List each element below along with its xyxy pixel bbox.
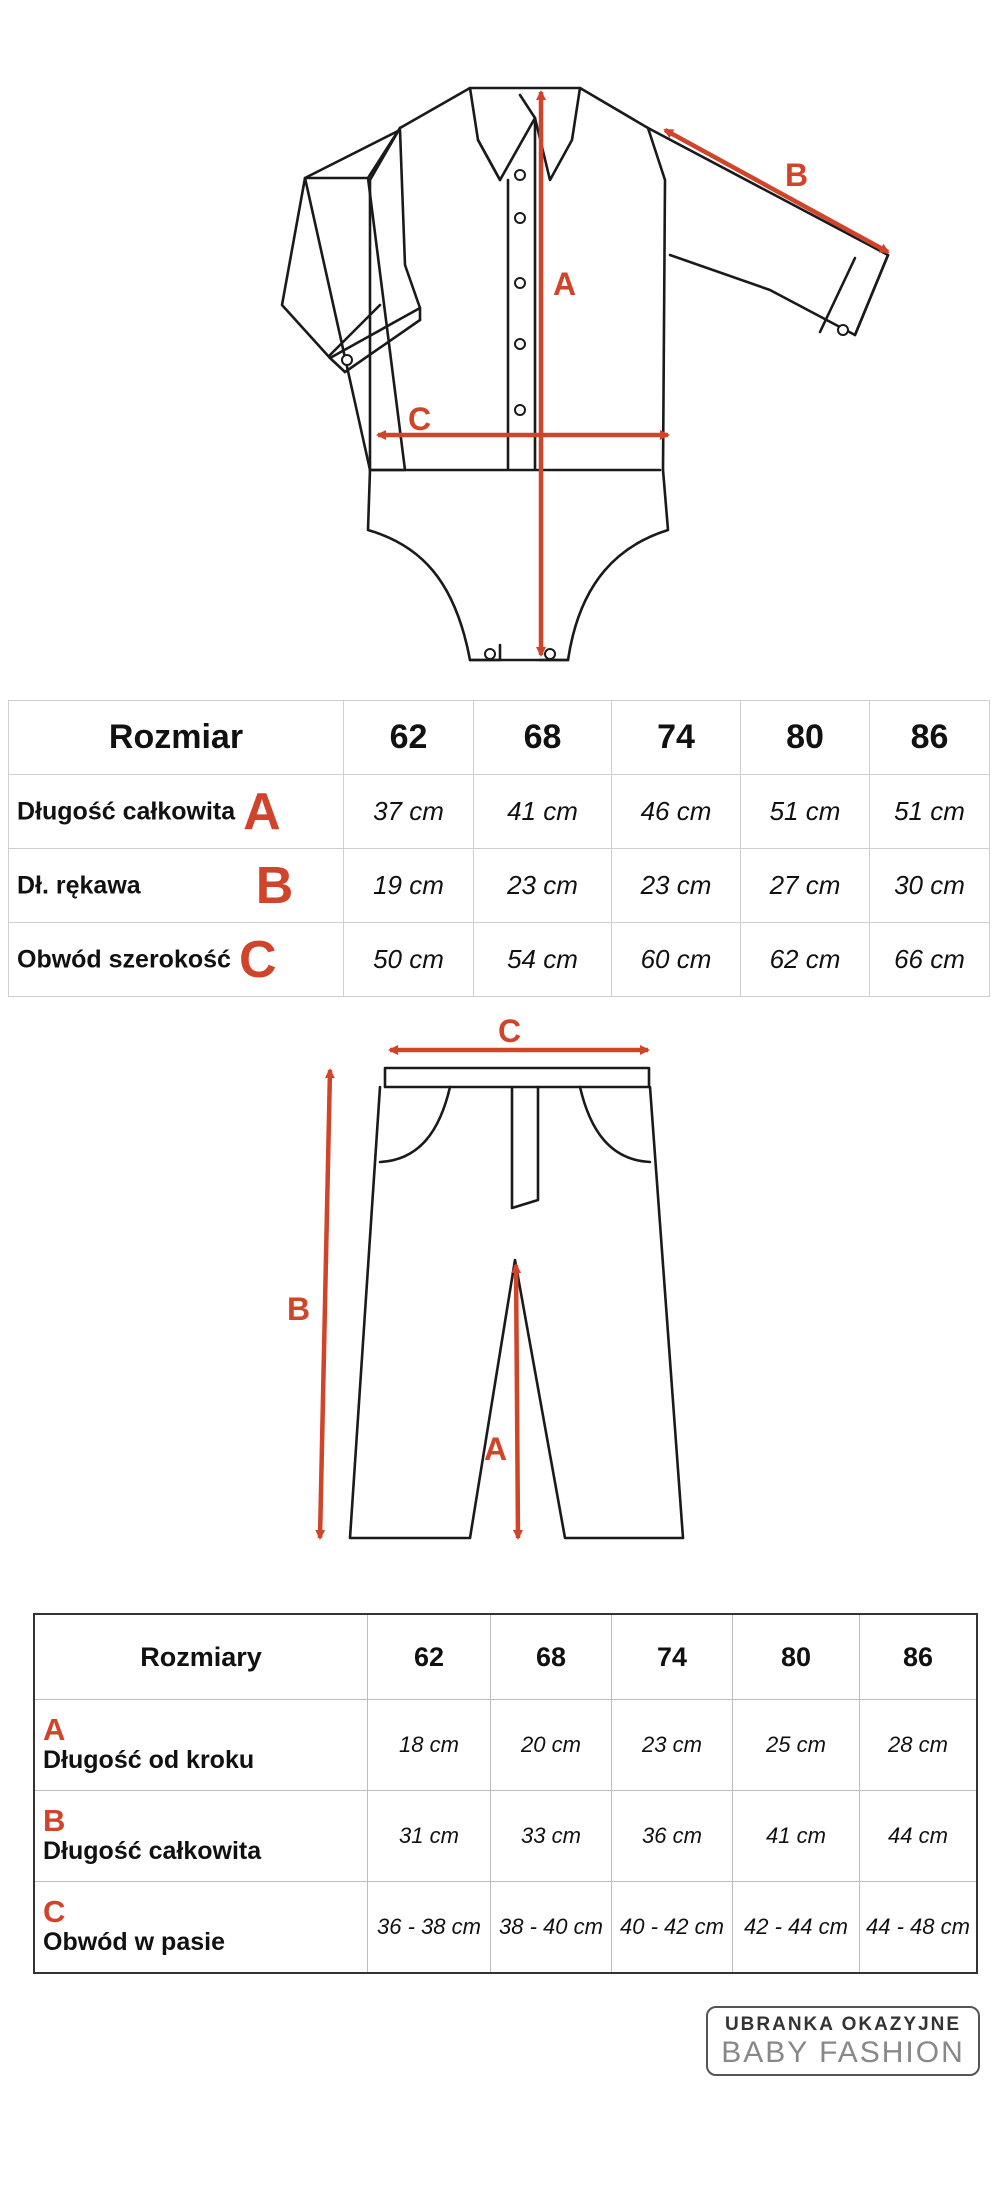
table-row (34, 1791, 977, 1882)
table-cell: 37 cm (344, 775, 474, 849)
table-row (34, 1882, 977, 1974)
table-cell: 51 cm (870, 775, 990, 849)
row-label (34, 1882, 368, 1974)
row-letter: C (43, 1894, 66, 1929)
header-80: 80 (733, 1614, 860, 1700)
table-cell: 23 cm (612, 1700, 733, 1791)
table-cell: 27 cm (741, 849, 870, 923)
table-cell: 62 cm (741, 923, 870, 997)
logo-line1: UBRANKA OKAZYJNE (724, 2014, 962, 2035)
table-cell: 44 - 48 cm (860, 1882, 978, 1974)
row-label-text: Dł. rękawa (17, 871, 141, 899)
table-cell: 28 cm (860, 1700, 978, 1791)
table-cell: 36 - 38 cm (368, 1882, 491, 1974)
header-sizes: Rozmiary (34, 1614, 368, 1700)
table-cell: 42 - 44 cm (733, 1882, 860, 1974)
header-86: 86 (860, 1614, 978, 1700)
table-cell: 38 - 40 cm (491, 1882, 612, 1974)
table-cell: 41 cm (474, 775, 612, 849)
bodysuit-dim-a-label: A (553, 266, 577, 302)
table-cell: 20 cm (491, 1700, 612, 1791)
table-cell: 30 cm (870, 849, 990, 923)
table-cell: 19 cm (344, 849, 474, 923)
row-label-text: Obwód szerokość (17, 945, 231, 973)
table-cell: 66 cm (870, 923, 990, 997)
pants-diagram (0, 1000, 998, 1600)
bodysuit-dim-b-label: B (785, 157, 809, 193)
header-86: 86 (870, 701, 990, 775)
bodysuit-diagram (0, 0, 998, 700)
header-74: 74 (612, 1614, 733, 1700)
header-size: Rozmiar (9, 701, 344, 775)
table-cell: 23 cm (474, 849, 612, 923)
table-header-row (9, 701, 990, 775)
table-cell: 31 cm (368, 1791, 491, 1882)
table-header-row (34, 1614, 977, 1700)
table-cell: 60 cm (612, 923, 741, 997)
table-cell: 40 - 42 cm (612, 1882, 733, 1974)
row-letter: B (43, 1803, 66, 1838)
table-cell: 36 cm (612, 1791, 733, 1882)
row-label (9, 849, 344, 923)
row-letter: A (43, 1712, 66, 1747)
table-cell: 51 cm (741, 775, 870, 849)
table-cell: 41 cm (733, 1791, 860, 1882)
table-cell: 54 cm (474, 923, 612, 997)
header-62: 62 (344, 701, 474, 775)
table-row (9, 775, 990, 849)
bodysuit-dim-c-label: C (408, 401, 432, 437)
header-68: 68 (474, 701, 612, 775)
pants-dim-b-label: B (287, 1291, 311, 1327)
row-letter: A (243, 782, 281, 841)
table-row (34, 1700, 977, 1791)
header-80: 80 (741, 701, 870, 775)
table-cell: 33 cm (491, 1791, 612, 1882)
table-row (9, 923, 990, 997)
header-74: 74 (612, 701, 741, 775)
table-row (9, 849, 990, 923)
table-cell: 50 cm (344, 923, 474, 997)
header-68: 68 (491, 1614, 612, 1700)
logo-line2: BABY FASHION (721, 2036, 965, 2069)
table-cell: 46 cm (612, 775, 741, 849)
row-label-text: Obwód w pasie (43, 1928, 225, 1956)
pants-dim-c-label: C (498, 1013, 522, 1049)
bodysuit-size-table (8, 700, 990, 997)
row-label-text: Długość całkowita (17, 797, 236, 825)
row-label (9, 775, 344, 849)
pants-dim-a-label: A (484, 1431, 508, 1467)
row-label (9, 923, 344, 997)
table-cell: 44 cm (860, 1791, 978, 1882)
row-label-text: Długość od kroku (43, 1746, 255, 1774)
table-cell: 23 cm (612, 849, 741, 923)
row-letter: C (238, 930, 277, 989)
table-cell: 18 cm (368, 1700, 491, 1791)
pants-size-table (33, 1613, 978, 1974)
header-62: 62 (368, 1614, 491, 1700)
row-letter: B (255, 856, 294, 915)
row-label (34, 1700, 368, 1791)
row-label (34, 1791, 368, 1882)
brand-logo (706, 2006, 980, 2076)
table-cell: 25 cm (733, 1700, 860, 1791)
row-label-text: Długość całkowita (43, 1837, 262, 1865)
